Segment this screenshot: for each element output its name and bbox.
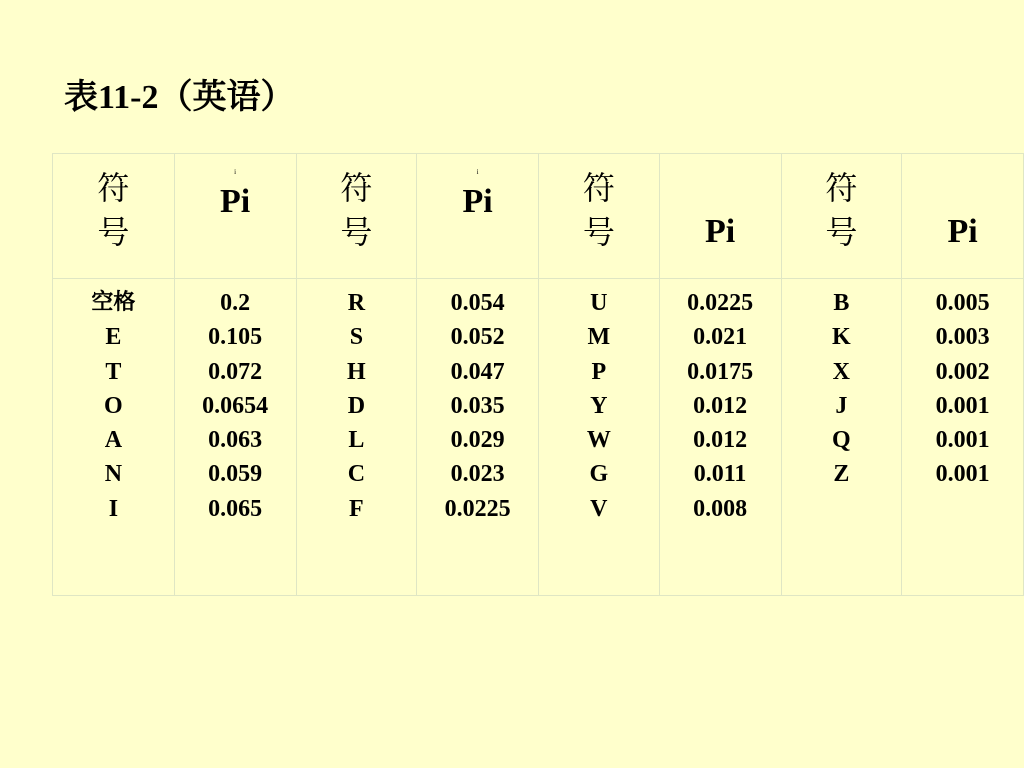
probability-value: 0.001 bbox=[935, 461, 990, 488]
probability-value: 0.001 bbox=[935, 427, 990, 454]
probability-value: 0.0225 bbox=[444, 495, 511, 522]
symbol-value: Y bbox=[590, 392, 608, 419]
probability-column-4 bbox=[902, 279, 1024, 596]
probability-header: Pi bbox=[462, 183, 493, 220]
symbol-column-4 bbox=[781, 279, 902, 596]
letter-frequency-table bbox=[52, 153, 1024, 596]
symbol-column-3 bbox=[539, 279, 660, 596]
probability-column-3 bbox=[659, 279, 781, 596]
symbol-value: P bbox=[591, 358, 607, 385]
probability-value: 0.052 bbox=[450, 324, 505, 351]
probability-column-1 bbox=[174, 279, 296, 596]
probability-value: 0.059 bbox=[208, 461, 263, 488]
probability-header-cell bbox=[174, 154, 296, 279]
symbol-value: G bbox=[589, 461, 609, 488]
symbol-value: L bbox=[348, 427, 365, 454]
probability-value: 0.002 bbox=[935, 358, 990, 385]
table-header-row bbox=[53, 154, 1024, 279]
probability-column-2 bbox=[417, 279, 539, 596]
symbol-value: C bbox=[347, 461, 366, 488]
symbol-header: 符 号 bbox=[825, 169, 858, 251]
symbol-value: K bbox=[831, 324, 851, 351]
symbol-value: S bbox=[349, 324, 364, 351]
probability-value: 0.021 bbox=[693, 324, 748, 351]
probability-value: 0.023 bbox=[450, 461, 505, 488]
symbol-value: Q bbox=[831, 427, 851, 454]
probability-value: 0.011 bbox=[693, 461, 747, 488]
symbol-value: O bbox=[104, 392, 123, 419]
probability-value: 0.0175 bbox=[687, 358, 754, 385]
symbol-value: J bbox=[835, 392, 848, 419]
symbol-value: R bbox=[347, 290, 366, 316]
probability-header-cell bbox=[902, 154, 1024, 279]
probability-value: 0.065 bbox=[208, 495, 263, 522]
symbol-column-2 bbox=[296, 279, 417, 596]
symbol-value: N bbox=[104, 461, 123, 488]
symbol-value: T bbox=[105, 358, 122, 385]
symbol-value: M bbox=[587, 324, 611, 351]
probability-value: 0.047 bbox=[450, 358, 505, 385]
probability-value: 0.0654 bbox=[202, 392, 269, 419]
probability-value: 0.072 bbox=[208, 358, 263, 385]
symbol-value: Z bbox=[833, 461, 850, 488]
probability-header-cell bbox=[417, 154, 539, 279]
page-title: 表11-2（英语） bbox=[64, 79, 295, 116]
pi-marker: i bbox=[476, 168, 479, 176]
probability-value: 0.105 bbox=[208, 324, 263, 351]
symbol-column-1 bbox=[53, 279, 175, 596]
symbol-header-cell bbox=[53, 154, 175, 279]
symbol-header-cell bbox=[539, 154, 660, 279]
symbol-header-cell bbox=[781, 154, 902, 279]
symbol-header-cell bbox=[296, 154, 417, 279]
symbol-value: 空格 bbox=[91, 290, 136, 315]
probability-header: Pi bbox=[947, 213, 978, 250]
symbol-value: X bbox=[832, 358, 850, 385]
symbol-value: W bbox=[586, 427, 611, 454]
table-data-row bbox=[53, 279, 1024, 596]
probability-value: 0.001 bbox=[935, 392, 990, 419]
symbol-value: U bbox=[590, 290, 608, 316]
symbol-value: V bbox=[590, 495, 608, 522]
probability-value: 0.012 bbox=[693, 427, 748, 454]
symbol-value: H bbox=[347, 358, 366, 385]
probability-value: 0.063 bbox=[208, 427, 263, 454]
probability-value: 0.2 bbox=[220, 290, 251, 316]
probability-header-cell bbox=[659, 154, 781, 279]
symbol-value: I bbox=[108, 495, 119, 522]
probability-value: 0.035 bbox=[450, 392, 505, 419]
probability-value: 0.003 bbox=[935, 324, 990, 351]
symbol-value: E bbox=[105, 324, 122, 351]
probability-value: 0.008 bbox=[693, 495, 748, 522]
symbol-value: B bbox=[833, 290, 850, 316]
probability-header: Pi bbox=[220, 183, 251, 220]
probability-value: 0.0225 bbox=[687, 290, 754, 316]
probability-value: 0.054 bbox=[450, 290, 505, 316]
symbol-header: 符 号 bbox=[97, 169, 130, 251]
probability-header: Pi bbox=[704, 213, 736, 250]
symbol-value: F bbox=[349, 495, 364, 522]
symbol-value: D bbox=[347, 392, 366, 419]
symbol-value: A bbox=[104, 427, 123, 454]
pi-marker: i bbox=[234, 168, 237, 176]
symbol-header: 符 号 bbox=[582, 169, 615, 251]
probability-value: 0.029 bbox=[450, 427, 505, 454]
symbol-header: 符 号 bbox=[340, 169, 373, 251]
probability-value: 0.012 bbox=[693, 392, 748, 419]
probability-value: 0.005 bbox=[935, 290, 990, 316]
